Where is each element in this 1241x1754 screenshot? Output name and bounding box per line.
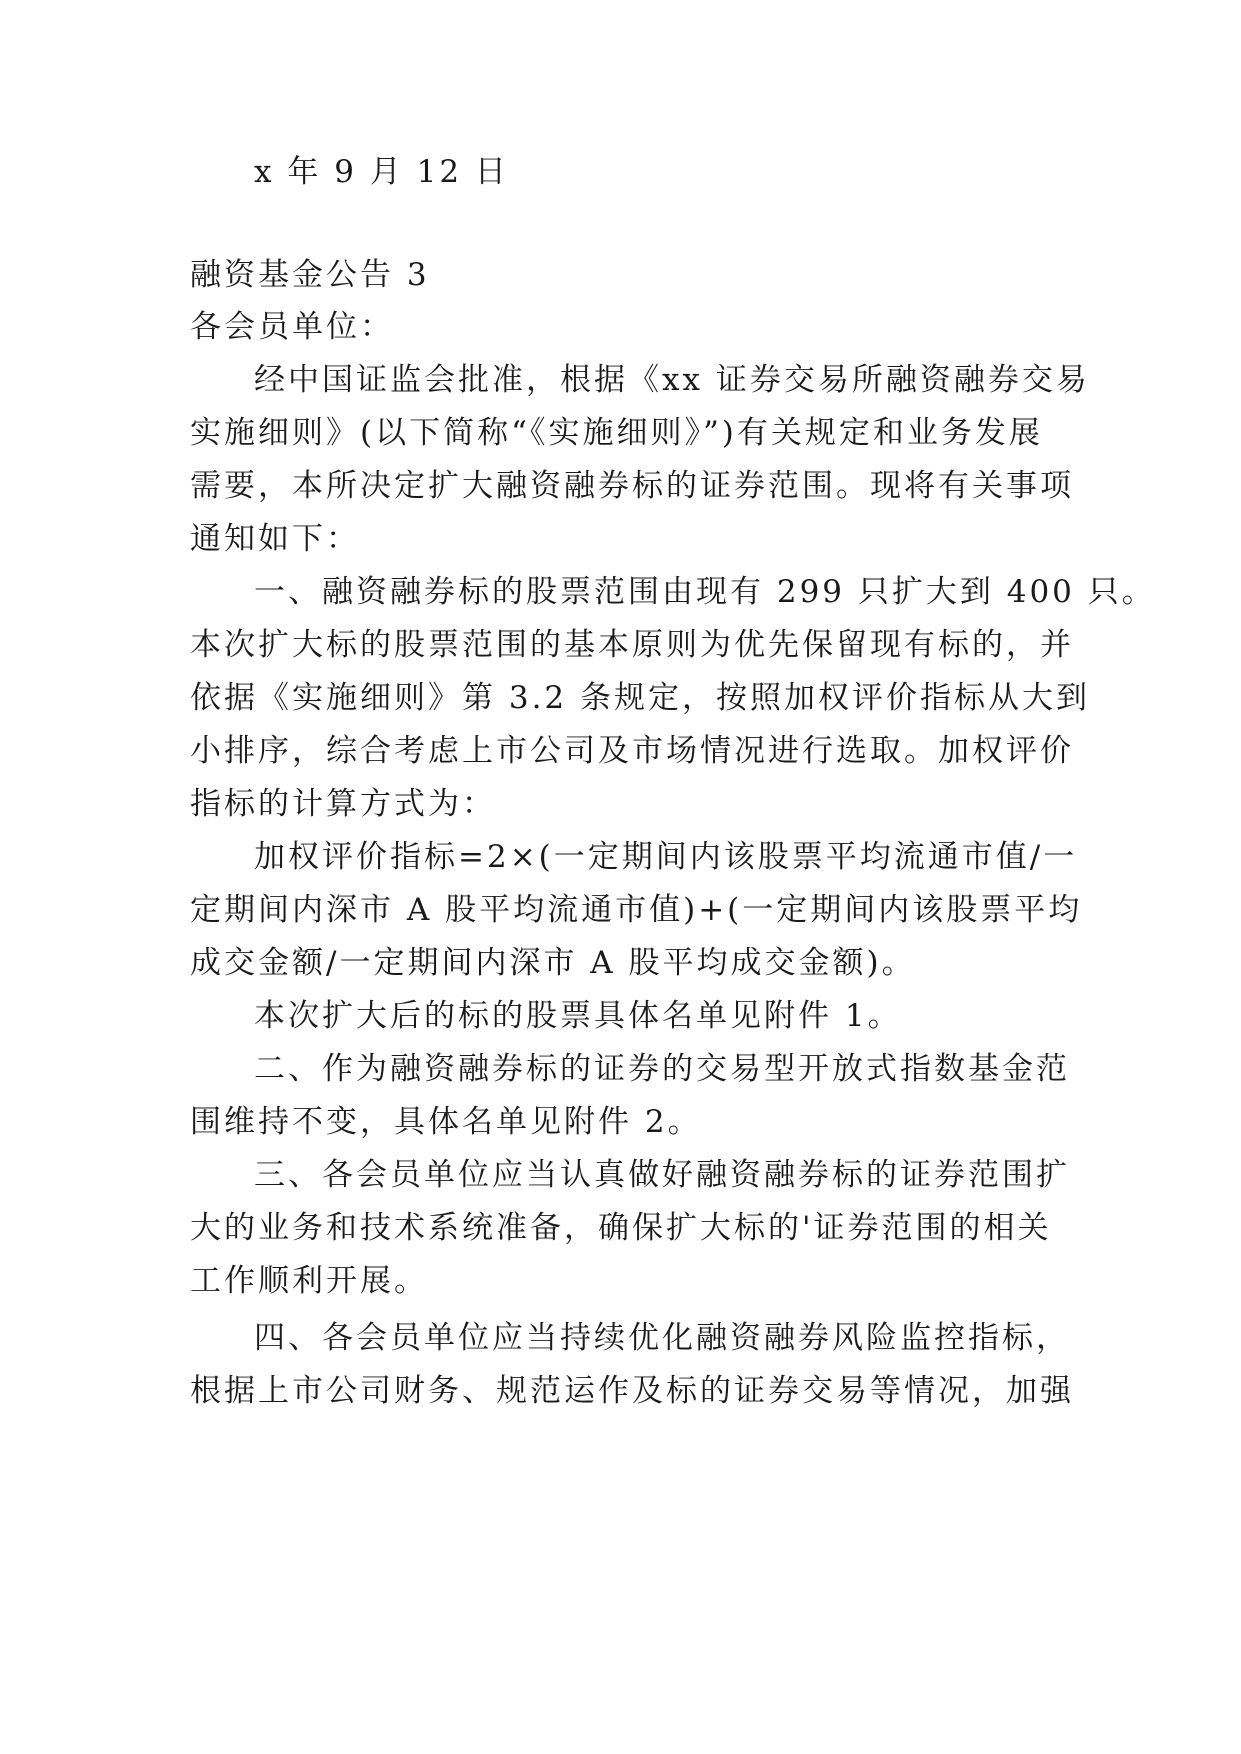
paragraph-line: 三、各会员单位应当认真做好融资融券标的证券范围扩 [254,1157,1070,1193]
date-line: x 年 9 月 12 日 [254,154,509,190]
paragraph-line: 小排序，综合考虑上市公司及市场情况进行选取。加权评价 [190,733,1074,769]
paragraph-line: 本次扩大后的标的股票具体名单见附件 1。 [254,998,902,1034]
paragraph-line: 本次扩大标的股票范围的基本原则为优先保留现有标的，并 [190,627,1074,663]
formula-line: 定期间内深市 A 股平均流通市值)+(一定期间内该股票平均 [190,892,1083,928]
paragraph-line: 工作顺利开展。 [190,1263,428,1299]
paragraph-line: 需要，本所决定扩大融资融券标的证券范围。现将有关事项 [190,468,1074,504]
paragraph-line: 二、作为融资融券标的证券的交易型开放式指数基金范 [254,1051,1070,1087]
paragraph-line: 根据上市公司财务、规范运作及标的证券交易等情况，加强 [190,1373,1074,1409]
document-title: 融资基金公告 3 [190,257,430,293]
paragraph-line: 围维持不变，具体名单见附件 2。 [190,1104,702,1140]
paragraph-line: 经中国证监会批准，根据《xx 证券交易所融资融券交易 [254,362,1090,398]
paragraph-line: 依据《实施细则》第 3.2 条规定，按照加权评价指标从大到 [190,680,1091,716]
formula-line: 成交金额/一定期间内深市 A 股平均成交金额)。 [190,945,916,981]
paragraph-line: 大的业务和技术系统准备，确保扩大标的'证券范围的相关 [190,1210,1052,1246]
paragraph-line: 实施细则》(以下简称“《实施细则》”)有关规定和业务发展 [190,415,1043,451]
salutation: 各会员单位： [190,309,394,345]
formula-line: 加权评价指标=2×(一定期间内该股票平均流通市值/一 [254,839,1078,875]
paragraph-line: 指标的计算方式为： [190,786,496,822]
paragraph-line: 通知如下： [190,521,360,557]
paragraph-line: 一、融资融券标的股票范围由现有 299 只扩大到 400 只。 [254,574,1156,610]
paragraph-line: 四、各会员单位应当持续优化融资融券风险监控指标， [254,1320,1070,1356]
